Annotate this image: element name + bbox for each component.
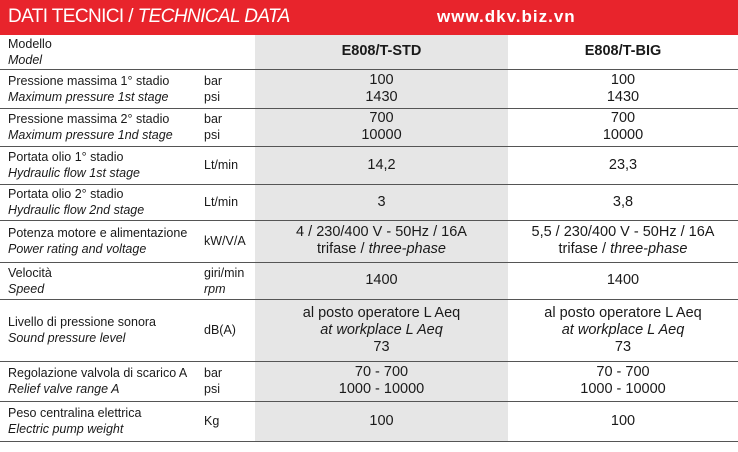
value-big: [508, 299, 738, 361]
unit-secondary: psi: [204, 128, 220, 142]
param-label: [0, 108, 200, 146]
value-line: 100: [369, 71, 394, 88]
value-line: 100: [610, 71, 636, 88]
model-unit: [200, 35, 255, 69]
value-std: [255, 184, 508, 220]
value-line: 1000 - 10000: [580, 381, 666, 397]
value-big: [508, 220, 738, 262]
table-row: [0, 262, 738, 299]
unit-primary: Lt/min: [204, 158, 239, 172]
value-line: 14,2: [367, 156, 396, 173]
model-name-big: E808/T-BIG: [508, 35, 738, 69]
param-label-it: Velocità: [8, 265, 52, 280]
param-label: [0, 184, 200, 220]
param-label-en: Relief valve range A: [8, 382, 120, 396]
value-line: 3,8: [612, 193, 634, 210]
table-row: [0, 361, 738, 401]
param-label: [0, 299, 200, 361]
value-big: [508, 108, 738, 146]
value-line: 5,5 / 230/400 V - 50Hz / 16A: [531, 224, 715, 240]
value-std: [255, 146, 508, 184]
section-title: [8, 5, 290, 29]
value-std: [255, 361, 508, 401]
unit-secondary: psi: [204, 89, 220, 104]
value-std: [255, 401, 508, 441]
param-label-en: Maximum pressure 1st stage: [8, 89, 169, 104]
param-label: [0, 220, 200, 262]
param-label-it: Pressione massima 2° stadio: [8, 112, 170, 126]
value-line: 3: [377, 193, 386, 210]
param-label: [0, 146, 200, 184]
value-line: 1400: [365, 272, 398, 288]
value-line: 1400: [606, 272, 640, 288]
value-big: [508, 184, 738, 220]
unit-primary: bar: [204, 73, 223, 88]
param-label-it: Potenza motore e alimentazione: [8, 226, 188, 240]
value-line: al posto operatore L Aeq: [302, 304, 461, 321]
unit-primary: giri/min: [204, 265, 245, 280]
value-line: 1430: [606, 88, 640, 105]
param-label-en: Power rating and voltage: [8, 242, 147, 256]
unit-cell: [200, 146, 255, 184]
param-label: [0, 69, 200, 108]
unit-secondary: psi: [204, 382, 220, 396]
value-std: [255, 69, 508, 108]
table-row: [0, 184, 738, 220]
value-line: 73: [373, 338, 390, 355]
value-line: 100: [610, 412, 636, 429]
unit-cell: [200, 361, 255, 401]
value-line: 4 / 230/400 V - 50Hz / 16A: [296, 224, 467, 240]
unit-cell: [200, 184, 255, 220]
table-row: [0, 299, 738, 361]
param-label-it: Portata olio 1° stadio: [8, 150, 124, 164]
table-row: [0, 401, 738, 441]
value-line: 1430: [365, 88, 398, 105]
param-label-it: Livello di pressione sonora: [8, 315, 157, 329]
value-line: 73: [614, 338, 632, 355]
unit-cell: [200, 108, 255, 146]
spec-table: [0, 35, 738, 442]
table-row: [0, 69, 738, 108]
model-label-en: Model: [8, 52, 43, 67]
value-text: trifase /: [317, 241, 369, 257]
unit-cell: [200, 220, 255, 262]
unit-cell: [200, 299, 255, 361]
value-line: 10000: [602, 127, 644, 143]
unit-primary: dB(A): [204, 323, 236, 337]
value-line: [508, 241, 738, 258]
param-label-it: Portata olio 2° stadio: [8, 187, 124, 201]
value-text: trifase /: [558, 241, 611, 257]
value-big: [508, 146, 738, 184]
value-big: [508, 69, 738, 108]
model-label-it: Modello: [8, 36, 52, 51]
section-title-it: DATI TECNICI /: [8, 6, 138, 27]
value-std: [255, 108, 508, 146]
param-label-it: Regolazione valvola di scarico A: [8, 366, 188, 380]
value-big: [508, 361, 738, 401]
param-label-en: Hydraulic flow 1st stage: [8, 166, 141, 180]
table-row: [0, 220, 738, 262]
unit-primary: bar: [204, 366, 223, 380]
unit-primary: Kg: [204, 414, 220, 428]
param-label-it: Pressione massima 1° stadio: [8, 73, 170, 88]
value-text-en: three-phase: [610, 241, 688, 257]
value-line: at workplace L Aeq: [561, 321, 685, 338]
param-label: [0, 262, 200, 299]
table-row: [0, 146, 738, 184]
unit-cell: [200, 262, 255, 299]
value-line: 70 - 700: [596, 364, 650, 380]
param-label-en: Speed: [8, 281, 45, 296]
unit-primary: kW/V/A: [204, 234, 246, 248]
value-std: [255, 299, 508, 361]
model-label: [0, 35, 200, 69]
value-line: 100: [369, 412, 394, 429]
value-line: 23,3: [608, 156, 638, 173]
value-line: 70 - 700: [354, 364, 409, 380]
unit-cell: [200, 401, 255, 441]
value-line: [255, 241, 508, 258]
value-line: 1000 - 10000: [338, 381, 425, 397]
value-text-en: three-phase: [368, 241, 446, 257]
unit-primary: Lt/min: [204, 195, 239, 209]
section-header: [0, 0, 738, 35]
param-label-en: Electric pump weight: [8, 422, 124, 436]
website-url: www.dkv.biz.vn: [437, 7, 576, 26]
param-label: [0, 401, 200, 441]
value-line: 700: [610, 110, 636, 126]
value-line: 700: [369, 110, 394, 126]
param-label-en: Hydraulic flow 2nd stage: [8, 203, 145, 217]
param-label-it: Peso centralina elettrica: [8, 406, 142, 420]
value-line: at workplace L Aeq: [320, 321, 443, 338]
table-row: [0, 108, 738, 146]
value-line: 10000: [361, 127, 402, 143]
param-label-en: Maximum pressure 1nd stage: [8, 128, 173, 142]
value-big: [508, 401, 738, 441]
section-title-en: TECHNICAL DATA: [137, 6, 290, 27]
model-row: [0, 35, 738, 69]
model-name-std: E808/T-STD: [255, 35, 508, 69]
value-line: al posto operatore L Aeq: [544, 304, 702, 321]
value-std: [255, 262, 508, 299]
unit-primary: bar: [204, 112, 223, 126]
param-label-en: Sound pressure level: [8, 331, 126, 345]
unit-cell: [200, 69, 255, 108]
unit-secondary: rpm: [204, 281, 226, 296]
value-big: [508, 262, 738, 299]
param-label: [0, 361, 200, 401]
value-std: [255, 220, 508, 262]
